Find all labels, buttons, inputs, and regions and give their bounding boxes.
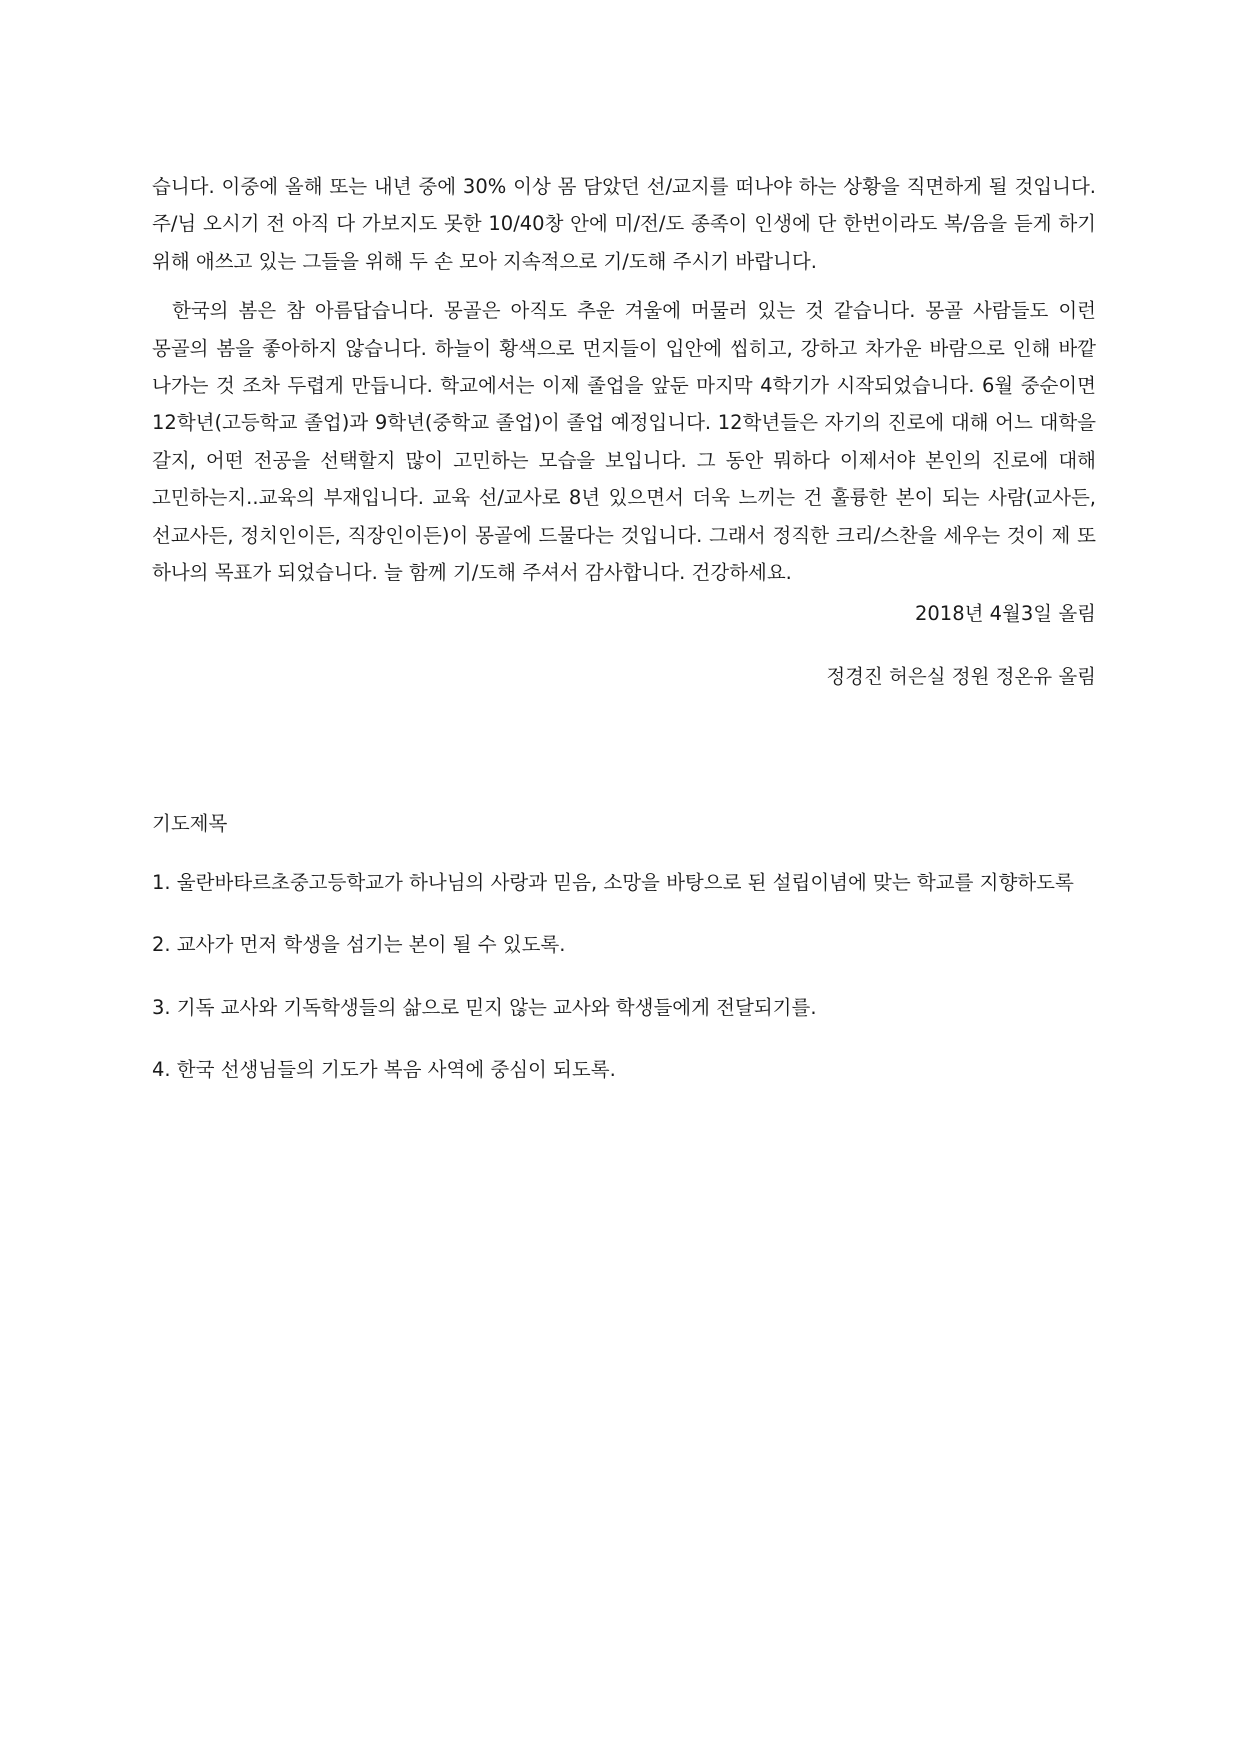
prayer-list <box>152 864 1096 1089</box>
letter-date: 2018년 4월3일 올림 <box>914 602 1096 626</box>
paragraph-spacer <box>152 280 1096 292</box>
letter-signature: 정경진 허은실 정원 정온유 올림 <box>826 664 1096 688</box>
letter-paragraph-2: 한국의 봄은 참 아름답습니다. 몽골은 아직도 추운 겨울에 머물러 있는 것 같습니다. 몽골 사람들도 이런 몽골의 봄을 좋아하지 않습니다. 하늘이 황색으로 먼지들이 입안에 씹히고, 강하고 차가운 바람으로 인해 바깥 나가는 것 조차 두렵게 만듭니다. 학교에서는 이제 졸업을 앞둔 마지막 4학기가 시작되었습니다. 6월 중순이면 12학년(고등학교 졸업)과 9학년(중학교 졸업)이 졸업 예정입니다. 12학년들은 자기의 진로에 대해 어느 대학을 갈지, 어떤 전공을 선택할지 많이 고민하는 모습을 보입니다. 그 동안 뭐하다 이제서야 본인의 진로에 대해 고민하는지..교육의 부재입니다. 교육 선/교사로 8년 있으면서 더욱 느끼는 건 훌륭한 본이 되는 사람(교사든, 선교사든, 정치인이든, 직장인이든)이 몽골에 드물다는 것입니다. 그래서 정직한 크리/스찬을 세우는 것이 제 또 하나의 목표가 되었습니다. 늘 함께 기/도해 주셔서 감사합니다. 건강하세요. <box>152 299 1096 585</box>
document-page <box>152 168 1096 1088</box>
prayer-item-2: 2. 교사가 먼저 학생을 섬기는 본이 될 수 있도록. <box>152 933 566 957</box>
prayer-item-4: 4. 한국 선생님들의 기도가 복음 사역에 중심이 되도록. <box>152 1057 616 1081</box>
prayer-title: 기도제목 <box>152 812 228 836</box>
letter-paragraph-1: 습니다. 이중에 올해 또는 내년 중에 30% 이상 몸 담았던 선/교지를 떠나야 하는 상황을 직면하게 될 것입니다. 주/님 오시기 전 아직 다 가보지도 못한 10/40창 안에 미/전/도 종족이 인생에 단 한번이라도 복/음을 듣게 하기 위해 애쓰고 있는 그들을 위해 두 손 모아 지속적으로 기/도해 주시기 바랍니다. <box>152 175 1096 273</box>
prayer-item-1: 1. 울란바타르초중고등학교가 하나님의 사랑과 믿음, 소망을 바탕으로 된 설립이념에 맞는 학교를 지향하도록 <box>152 870 1074 894</box>
prayer-item-3: 3. 기독 교사와 기독학생들의 삶으로 믿지 않는 교사와 학생들에게 전달되기를. <box>152 995 817 1019</box>
